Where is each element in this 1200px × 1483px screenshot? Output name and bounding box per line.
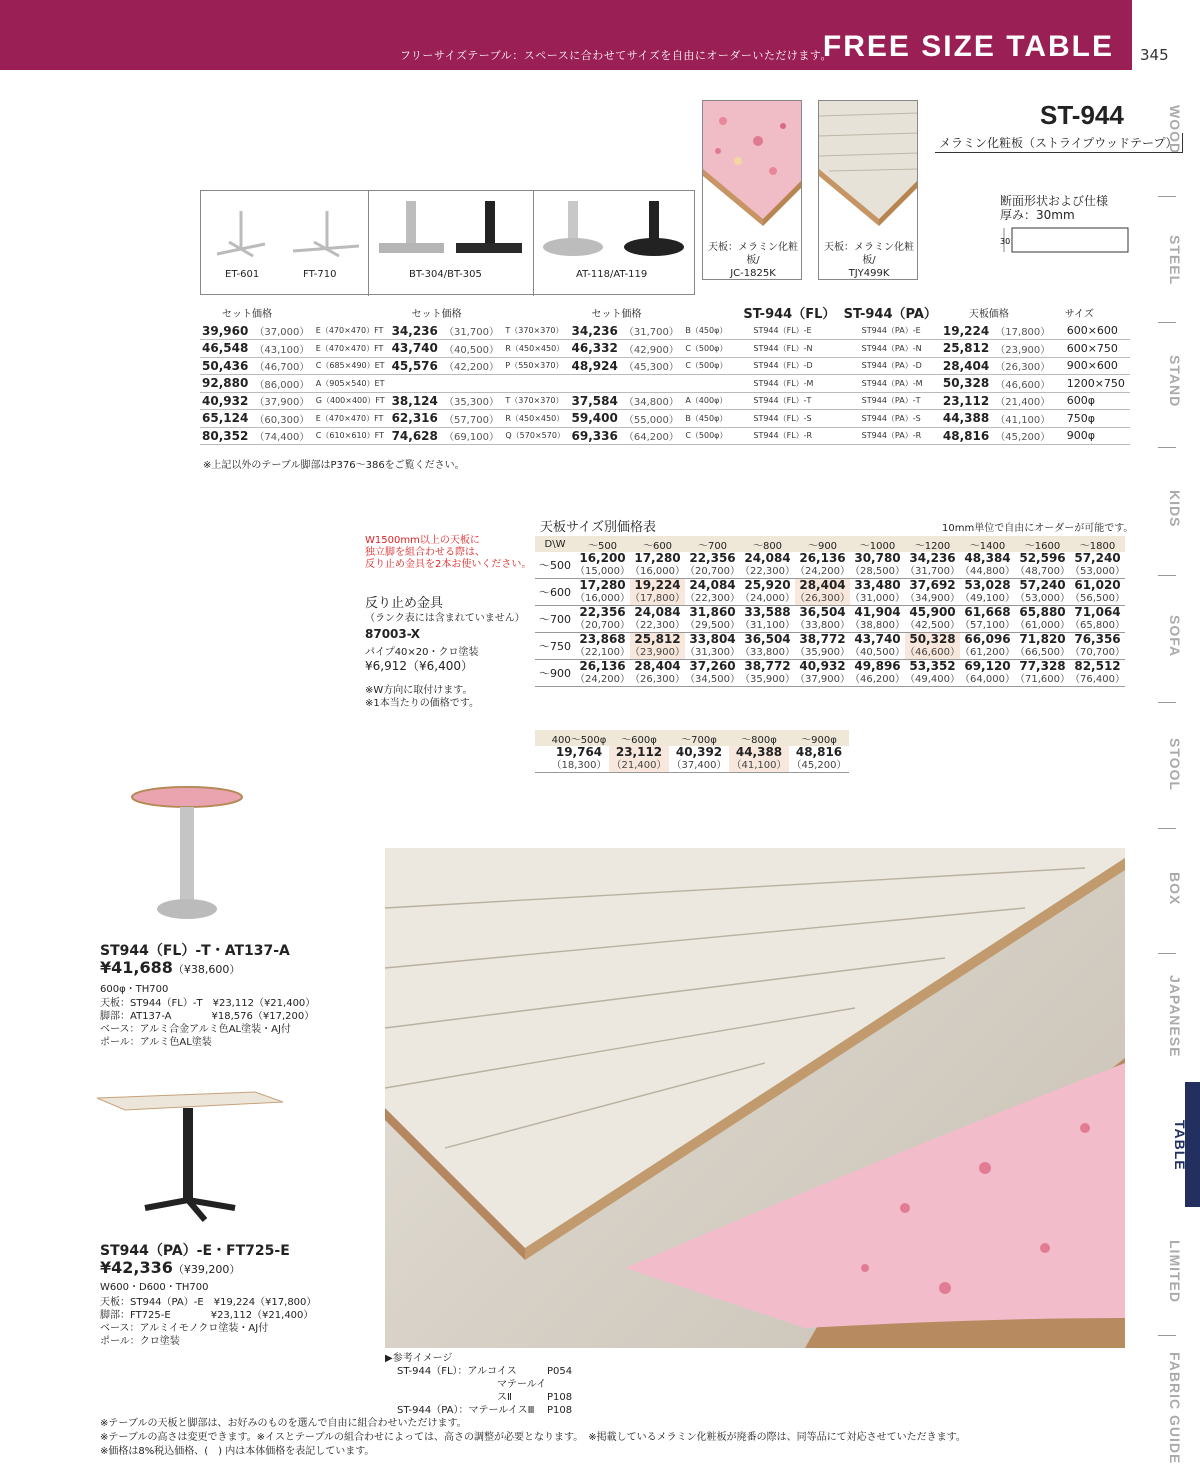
example1-size: 600φ・TH700	[100, 984, 169, 995]
grid-row: ～700 22,356 （20,700） 24,084 （22,300） 31,860 （29,500） 33,588 （31,100） 36,504 （33,800） 41,904 （38,800） 45,900 （42,500） 61,668 （57,100） 65,880 （61,000） 71,064 （65,800）	[535, 606, 1125, 633]
tab-kids[interactable]: KIDS	[1167, 490, 1183, 528]
example2-price: ¥42,336（¥39,200）	[100, 1258, 241, 1277]
page-header	[0, 0, 1132, 70]
tab-box[interactable]: BOX	[1167, 872, 1183, 906]
swatch-pa-image	[819, 101, 918, 226]
bracket-note-2: ※1本当たりの価格です。	[365, 698, 479, 709]
base-et601-ft710-image	[209, 206, 364, 266]
product-name: ST-944	[1040, 100, 1124, 130]
section-thickness: 厚み：30mm	[1000, 208, 1075, 222]
page-number: 345	[1140, 46, 1169, 64]
bracket-subtitle: （ランク表には含まれていません）	[365, 613, 525, 624]
svg-text:30: 30	[1000, 237, 1011, 246]
size-grid-note: 10mm単位で自由にオーダーが可能です。	[942, 523, 1134, 534]
reference-images: ▶参考イメージ ST-944（FL）：アルコイス P054 マテールイスⅡ P108 ST-944（PA）：マテールイスⅢ P108	[385, 1353, 573, 1416]
tab-japanese[interactable]: JAPANESE	[1167, 975, 1183, 1058]
tab-fabric-guide[interactable]: FABRIC GUIDE	[1167, 1352, 1183, 1465]
product-subtitle: メラミン化粧板（ストライプウッドテープ）	[935, 133, 1183, 153]
price-row: 40,932 （37,900） G（400×400）FT 38,124 （35,300） T（370×370） 37,584 （34,800） A（400φ） ST944（FL）-T ST944（PA）-T 23,112 （21,400） 600φ	[200, 392, 1130, 410]
size-grid-title: 天板サイズ別価格表	[540, 520, 656, 535]
tab-limited[interactable]: LIMITED	[1167, 1240, 1183, 1303]
tab-wood[interactable]: WOOD	[1167, 105, 1183, 155]
tab-table[interactable]: TABLE	[1172, 1120, 1188, 1171]
product-photo	[385, 848, 1125, 1348]
base-note: ※上記以外のテーブル脚部はP376～386をご覧ください。	[203, 460, 465, 471]
base-options	[200, 190, 695, 295]
size-price-grid: D\W ～500 ～600 ～700 ～800 ～900 ～1000 ～1200 ～1400 ～1600 ～1800 ～500 16,200 （15,000） 17,280 （16,000） 22,356 （20,700） 24,084 （22,300） 26,136 （24,200） 30,780 （28,500） 34,236 （31,700） 48,384 （44,800） 52,596 （48,700） 57,240 （53,000） ～600 17,280 （16,000） 19,224 （17,800） 24,084 （22,300） 25,920 （24,000） 28,404 （26,300） 33,480 （31,000） 37,692 （34,900） 53,028 （49,100） 57,240 （53,000） 61,020 （56,500） ～700 22,356 （20,700） 24,084 （22,300） 31,860 （29,500） 33,588 （31,100） 36,504 （33,800） 41,904 （38,800） 45,900 （42,500） 61,668 （57,100） 65,880 （61,000） 71,064 （65,800） ～750 23,868 （22,100） 25,812 （23,900） 33,804 （31,300） 36,504 （33,800） 38,772 （35,900） 43,740 （40,500） 50,328 （46,600） 66,096 （61,200） 71,820 （66,500） 76,356 （70,700） ～900 26,136 （24,200） 28,404 （26,300） 37,260 （34,500） 38,772 （35,900） 40,932 （37,900） 49,896 （46,200） 53,352 （49,400） 69,120 （64,000） 77,328 （71,600） 82,512 （76,400）	[535, 536, 1125, 687]
base-label-at118: AT-118/AT-119	[576, 269, 648, 280]
bracket-spec: パイプ40×20・クロ塗装	[365, 647, 479, 658]
swatch-pa: 天板：メラミン化粧板/ TJY499K	[818, 100, 918, 280]
example1-spec: 天板：ST944（FL）-T ¥23,112（¥21,400） 脚部：AT137-A ¥18,576（¥17,200） ベース：アルミ合金アルミ色AL塗装・AJ付 ポール：アルミ色AL塗装	[100, 998, 316, 1048]
footer-notes: ※テーブルの天板と脚部は、お好みのものを選んで自由に組合わせいただけます。 ※テーブルの高さは変更できます。※イスとテーブルの組合わせによっては、高さの調整が必要となります。 ※掲載しているメラミン化粧板が廃番の際は、同等品にて対応させていただきます。 ※価格は8%税込価格、( ) 内は本体価格を表記しています。	[100, 1418, 966, 1457]
header-subtitle: フリーサイズテーブル：スペースに合わせてサイズを自由にオーダーいただけます。	[399, 49, 832, 62]
base-at118-image	[539, 199, 694, 259]
base-label-et601: ET-601	[225, 269, 260, 280]
price-row: 46,548 （43,100） E（470×470）FT 43,740 （40,500） R（450×450） 46,332 （42,900） C（500φ） ST944（FL）-N ST944（PA）-N 25,812 （23,900） 600×750	[200, 340, 1130, 358]
price-row: 80,352 （74,400） C（610×610）FT 74,628 （69,100） Q（570×570） 69,336 （64,200） C（500φ） ST944（FL）-R ST944（PA）-R 48,816 （45,200） 900φ	[200, 427, 1130, 445]
base-label-bt304: BT-304/BT-305	[409, 269, 482, 280]
example2-name: ST944（PA）-E・FT725-E	[100, 1243, 290, 1259]
tab-steel[interactable]: STEEL	[1167, 235, 1183, 286]
bracket-code: 87003-X	[365, 627, 421, 641]
example1-name: ST944（FL）-T・AT137-A	[100, 943, 290, 959]
example1-price: ¥41,688（¥38,600）	[100, 958, 241, 977]
grid-row: ～900 26,136 （24,200） 28,404 （26,300） 37,260 （34,500） 38,772 （35,900） 40,932 （37,900） 49,896 （46,200） 53,352 （49,400） 69,120 （64,000） 77,328 （71,600） 82,512 （76,400）	[535, 660, 1125, 687]
set-price-table: セット価格 セット価格 セット価格 ST-944（FL） ST-944（PA） 天板価格 サイズ 39,960 （37,000） E（470×470）FT 34,236 （31,700） T（370×370） 34,236 （31,700） B（450φ） ST944（FL）-E ST944（PA）-E 19,224 （17,800） 600×600 46,548 （43,100） E（470×470）FT 43,740 （40,500） R（450×450） 46,332 （42,900） C（500φ） ST944（FL）-N ST944（PA）-N 25,812 （23,900） 600×750 50,436 （46,700） C（685×490）ET 45,576 （42,200） P（550×370） 48,924 （45,300） C（500φ） ST944（FL）-D ST944（PA）-D 28,404 （26,300） 900×600 92,880 （86,000） A（905×540）ET ST944（FL）-M ST944（PA）-M 50,328 （46,600） 1200×750 40,932 （37,900） G（400×400）FT 38,124 （35,300） T（370×370） 37,584 （34,800） A（400φ） ST944（FL）-T ST944（PA）-T 23,112 （21,400） 600φ 65,124 （60,300） E（470×470）FT 62,316 （57,700） R（450×450） 59,400 （55,000） B（450φ） ST944（FL）-S ST944（PA）-S 44,388 （41,100） 750φ 80,352 （74,400） C（610×610）FT 74,628 （69,100） Q（570×570） 69,336 （64,200） C（500φ） ST944（FL）-R ST944（PA）-R 48,816 （45,200） 900φ	[200, 303, 1130, 445]
bracket-price: ¥6,912（¥6,400）	[365, 659, 473, 673]
tab-sofa[interactable]: SOFA	[1167, 615, 1183, 658]
grid-row: ～750 23,868 （22,100） 25,812 （23,900） 33,804 （31,300） 36,504 （33,800） 38,772 （35,900） 43,740 （40,500） 50,328 （46,600） 66,096 （61,200） 71,820 （66,500） 76,356 （70,700）	[535, 633, 1125, 660]
price-row: 39,960 （37,000） E（470×470）FT 34,236 （31,700） T（370×370） 34,236 （31,700） B（450φ） ST944（FL）-E ST944（PA）-E 19,224 （17,800） 600×600	[200, 322, 1130, 340]
price-row: 65,124 （60,300） E（470×470）FT 62,316 （57,700） R（450×450） 59,400 （55,000） B（450φ） ST944（FL）-S ST944（PA）-S 44,388 （41,100） 750φ	[200, 410, 1130, 428]
example2-size: W600・D600・TH700	[100, 1282, 209, 1293]
grid-row: ～500 16,200 （15,000） 17,280 （16,000） 22,356 （20,700） 24,084 （22,300） 26,136 （24,200） 30,780 （28,500） 34,236 （31,700） 48,384 （44,800） 52,596 （48,700） 57,240 （53,000）	[535, 552, 1125, 579]
base-label-ft710: FT-710	[303, 269, 337, 280]
example2-image	[95, 1090, 285, 1225]
example1-image	[130, 785, 245, 925]
round-price-grid: 400～500φ ～600φ ～700φ ～800φ ～900φ 19,764 （18,300） 23,112 （21,400） 40,392 （37,400） 44,388 （41,100） 48,816 （45,200）	[535, 730, 849, 773]
price-row: 50,436 （46,700） C（685×490）ET 45,576 （42,200） P（550×370） 48,924 （45,300） C（500φ） ST944（FL）-D ST944（PA）-D 28,404 （26,300） 900×600	[200, 357, 1130, 375]
bracket-title: 反り止め金具	[365, 596, 444, 611]
bracket-note-1: ※W方向に取付けます。	[365, 685, 473, 696]
price-row: 92,880 （86,000） A（905×540）ET ST944（FL）-M ST944（PA）-M 50,328 （46,600） 1200×750	[200, 375, 1130, 393]
section-spec-label: 断面形状および仕様	[1000, 194, 1109, 208]
example2-spec: 天板：ST944（PA）-E ¥19,224（¥17,800） 脚部：FT725-E ¥23,112（¥21,400） ベース：アルミイモノクロ塗装・AJ付 ポール：クロ塗装	[100, 1297, 317, 1347]
wide-top-notice: W1500mm以上の天板に 独立脚を組合わせる際は、 反り止め金具を2本お使いください。	[365, 535, 532, 570]
tab-stool[interactable]: STOOL	[1167, 738, 1183, 791]
section-diagram	[1000, 226, 1130, 256]
tab-stand[interactable]: STAND	[1167, 355, 1183, 408]
swatch-fl-image	[703, 101, 802, 226]
base-bt304-image	[376, 199, 531, 257]
grid-row: ～600 17,280 （16,000） 19,224 （17,800） 24,084 （22,300） 25,920 （24,000） 28,404 （26,300） 33,480 （31,000） 37,692 （34,900） 53,028 （49,100） 57,240 （53,000） 61,020 （56,500）	[535, 579, 1125, 606]
header-title: FREE SIZE TABLE	[822, 30, 1114, 63]
swatch-fl: 天板：メラミン化粧板/ JC-1825K	[702, 100, 802, 280]
